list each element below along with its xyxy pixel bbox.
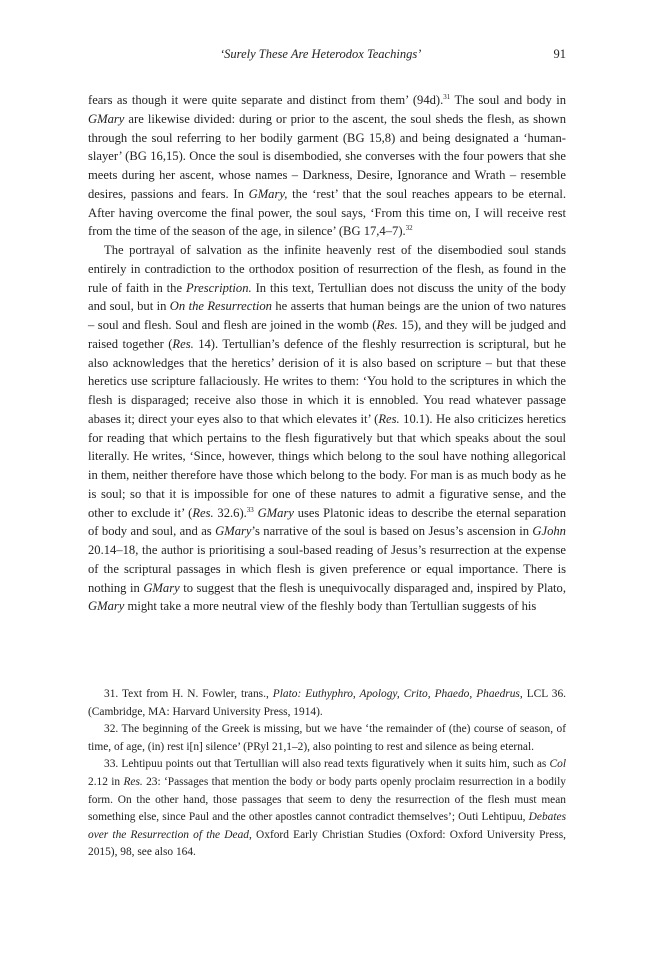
- footnote: [88, 756, 566, 862]
- text-run: might take a more neutral view of the fleshly body than Tertullian suggests of his: [124, 599, 537, 614]
- text-run: 33. Lehtipuu points out that Tertullian will also read texts figuratively when it suits him, such as: [104, 758, 550, 771]
- italic-text: GMary: [215, 524, 252, 539]
- text-run: to suggest that the flesh is unequivocally disparaged and, inspired by Plato,: [179, 580, 566, 595]
- text-run: 2.12 in: [88, 775, 124, 788]
- italic-text: Col: [549, 758, 566, 771]
- page-header: [88, 47, 566, 65]
- footnote: [88, 686, 566, 721]
- text-run: he asserts that human beings are the union of two natures – soul and flesh. Soul and flesh are joined in the womb (: [88, 299, 566, 332]
- text-run: the ‘rest’ that the soul reaches appears to be eternal. After having overcome the final power, the soul says, ‘From this time on, I will receive rest from the time of the season of the age, in silence’ (BG 17,4–7).: [88, 186, 566, 239]
- main-text: [88, 91, 566, 616]
- italic-text: Res.: [123, 775, 143, 788]
- italic-text: On the Resurrection: [169, 299, 272, 314]
- italic-text: Res.: [172, 336, 194, 351]
- running-title: ‘Surely These Are Heterodox Teachings’: [220, 47, 422, 61]
- text-run: In this text, Tertullian does not discuss the unity of the body and soul, but in: [88, 280, 567, 314]
- text-run: 31. Text from H. N. Fowler, trans.,: [104, 688, 273, 700]
- text-run: , LCL 36. (Cambridge, MA: Harvard University Press, 1914).: [88, 688, 566, 718]
- text-run: 32. The beginning of the Greek is missing, but we have ‘the remainder of (the) course of season, of time, of age, (in) rest i[n] silence’ (PRyl 21,1–2), also pointing to rest and silence as being eternal.: [88, 723, 566, 753]
- italic-text: GMary,: [248, 186, 288, 201]
- text-run: are likewise divided: during or prior to the ascent, the soul sheds the flesh, as shown through the soul referring to her bodily garment (BG 15,8) and being designated a ‘human-slayer’ (BG 16,15). Once the soul is disembodied, she converses with the four powers that she meets during her ascent, whose names – Darkness, Desire, Ignorance and Wrath – resemble desires, passions and fears. In: [88, 111, 566, 201]
- italic-text: Res.: [378, 411, 400, 426]
- italic-text: GMary: [88, 599, 125, 614]
- text-run: 15), and they will be judged and raised together (: [88, 318, 567, 351]
- italic-text: Debates over the Resurrection of the Dead: [88, 811, 566, 841]
- text-run: 32.6).: [213, 505, 247, 520]
- italic-text: GMary: [257, 505, 294, 520]
- book-page: [88, 0, 566, 975]
- italic-text: GMary: [88, 111, 125, 126]
- paragraph: [88, 91, 566, 241]
- footnote-ref: 33: [246, 505, 254, 514]
- italic-text: Res.: [376, 318, 398, 332]
- italic-text: Prescription.: [186, 280, 252, 295]
- text-run: ’s narrative of the soul is based on Jesus’s ascension in: [251, 524, 533, 539]
- italic-text: Plato: Euthyphro, Apology, Crito, Phaedo, Phaedrus: [272, 688, 520, 700]
- text-run: uses Platonic ideas to describe the eternal separation of body and soul, and as: [88, 505, 566, 539]
- text-run: 14). Tertullian’s defence of the fleshly resurrection is scriptural, but he also acknowledges that the heretics’ derision of it is also based on scripture – but that these heretics use scripture fallaciously. He writes to them: ‘You hold to the scriptures in which the flesh is disparaged; receive also those in which it is ennobled. You read whatever passage abases it; direct your eyes also to that which elevates it’ (: [88, 336, 566, 426]
- text-run: The portrayal of salvation as the infinite heavenly rest of the disembodied soul stands entirely in contradiction to the orthodox position of resurrection of the flesh, as found in the rule of faith in the: [88, 243, 566, 295]
- text-run: 10.1). He also criticizes heretics for reading that which pertains to the flesh figuratively but that which speaks about the soul literally. He writes, ‘Since, however, things which belong to the soul have nothing allegorical in them, neither therefore have those which belong to the body. For man is as much body as he is soul; so that it is impossible for one of these natures to admit a figurative sense, and the other to exclude it’ (: [88, 411, 566, 520]
- italic-text: Res.: [192, 505, 214, 520]
- footnote: [88, 721, 566, 756]
- footnote-ref: 31: [443, 93, 451, 101]
- text-run: , Oxford Early Christian Studies (Oxford: Oxford University Press, 2015), 98, see also 164.: [88, 828, 566, 859]
- footnote-ref: 32: [405, 224, 413, 233]
- text-run: 23: ‘Passages that mention the body or body parts openly proclaim resurrection in a bodily form. On the other hand, those passages that seem to deny the resurrection of the flesh must mean something else, since Paul and the other apostles cannot contradict themselves’; Outi Lehtipuu,: [88, 775, 566, 824]
- footnotes: [88, 686, 566, 862]
- text-run: 20.14–18, the author is prioritising a soul-based reading of Jesus’s resurrection at the expense of the scriptural passages in which flesh is given preference or equal importance. There is nothing in: [88, 543, 566, 595]
- italic-text: GJohn: [532, 524, 566, 539]
- paragraph: [88, 241, 566, 616]
- text-run: The soul and body in: [450, 93, 566, 107]
- italic-text: GMary: [143, 580, 180, 595]
- text-run: fears as though it were quite separate and distinct from them’ (94d).: [88, 93, 444, 107]
- page-number: 91: [553, 47, 566, 61]
